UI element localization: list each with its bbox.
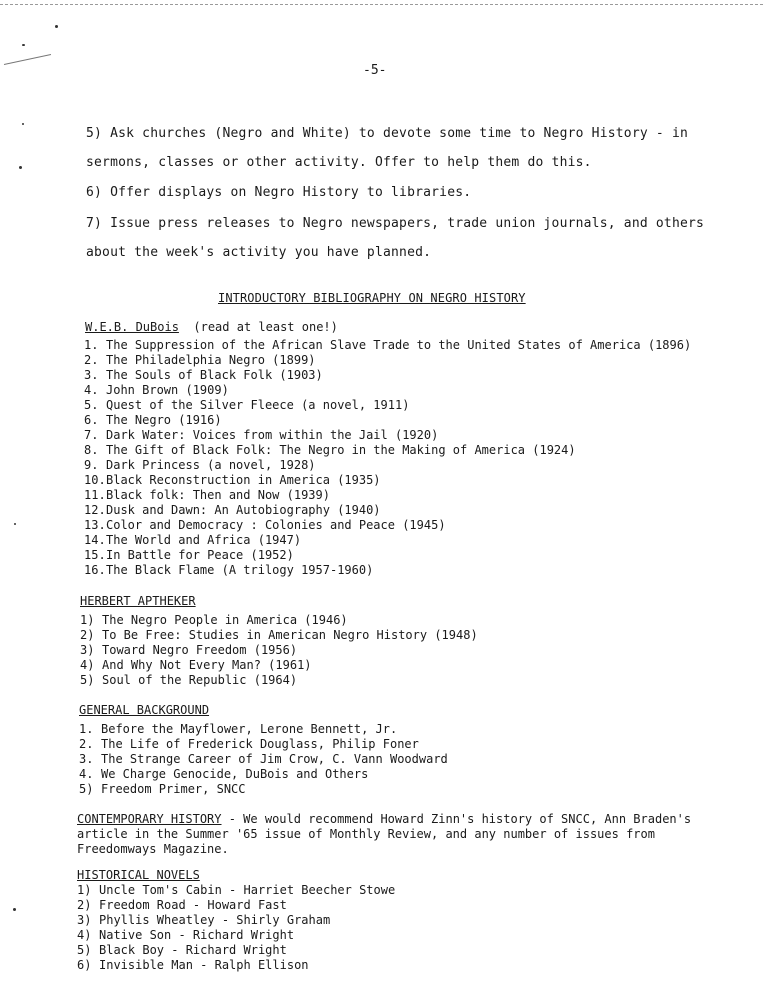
aptheker-heading-row	[80, 594, 196, 608]
top-dashed-edge	[0, 4, 763, 5]
list-item: 10.Black Reconstruction in America (1935)	[84, 473, 381, 487]
scan-speck	[22, 44, 25, 46]
general-heading: GENERAL BACKGROUND	[79, 703, 210, 717]
general-list	[79, 722, 448, 797]
list-item: 5) Soul of the Republic (1964)	[80, 673, 298, 687]
contemporary-history-paragraph	[77, 812, 717, 857]
scan-speck	[14, 523, 16, 525]
list-item: 2. The Philadelphia Negro (1899)	[84, 353, 316, 367]
scan-speck	[19, 166, 22, 169]
contemporary-text: - We would recommend Howard Zinn's history of SNCC, Ann Braden's article in the Summer '65 issue of Monthly Review, and any number of issues from Freedomways Magazine.	[77, 812, 692, 856]
general-heading-row	[79, 703, 209, 717]
list-item: 6) Invisible Man - Ralph Ellison	[77, 958, 309, 972]
aptheker-list	[80, 613, 478, 688]
paragraph-line: 6) Offer displays on Negro History to libraries.	[86, 185, 472, 200]
paragraph-line: sermons, classes or other activity. Offer to help them do this.	[86, 155, 592, 170]
list-item: 4) Native Son - Richard Wright	[77, 928, 295, 942]
dubois-list	[84, 338, 691, 578]
list-item: 6. The Negro (1916)	[84, 413, 222, 427]
scan-speck	[55, 25, 58, 28]
dubois-heading-row	[85, 320, 338, 334]
scan-speck	[13, 908, 16, 911]
list-item: 8. The Gift of Black Folk: The Negro in the Making of America (1924)	[84, 443, 576, 457]
list-item: 2) Freedom Road - Howard Fast	[77, 898, 287, 912]
novels-heading: HISTORICAL NOVELS	[77, 868, 200, 882]
list-item: 1. The Suppression of the African Slave Trade to the United States of America (1896)	[84, 338, 692, 352]
list-item: 4. John Brown (1909)	[84, 383, 229, 397]
list-item: 13.Color and Democracy : Colonies and Peace (1945)	[84, 518, 446, 532]
contemporary-heading: CONTEMPORARY HISTORY	[77, 812, 222, 826]
list-item: 5) Freedom Primer, SNCC	[79, 782, 246, 796]
list-item: 1) The Negro People in America (1946)	[80, 613, 348, 627]
list-item: 2. The Life of Frederick Douglass, Philip Foner	[79, 737, 419, 751]
list-item: 1. Before the Mayflower, Lerone Bennett, Jr.	[79, 722, 398, 736]
list-item: 15.In Battle for Peace (1952)	[84, 548, 294, 562]
bibliography-heading: INTRODUCTORY BIBLIOGRAPHY ON NEGRO HISTORY	[218, 291, 526, 305]
scan-scratch	[4, 54, 51, 65]
dubois-note: (read at least one!)	[193, 320, 338, 334]
aptheker-heading: HERBERT APTHEKER	[80, 594, 196, 608]
list-item: 16.The Black Flame (A trilogy 1957-1960)	[84, 563, 374, 577]
paragraph-line: about the week's activity you have planned.	[86, 245, 432, 260]
novels-list	[77, 883, 395, 973]
dubois-heading: W.E.B. DuBois	[85, 320, 179, 334]
list-item: 3) Toward Negro Freedom (1956)	[80, 643, 298, 657]
list-item: 3) Phyllis Wheatley - Shirly Graham	[77, 913, 331, 927]
list-item: 5) Black Boy - Richard Wright	[77, 943, 287, 957]
list-item: 12.Dusk and Dawn: An Autobiography (1940)	[84, 503, 381, 517]
list-item: 3. The Souls of Black Folk (1903)	[84, 368, 323, 382]
list-item: 5. Quest of the Silver Fleece (a novel, 1911)	[84, 398, 410, 412]
list-item: 4) And Why Not Every Man? (1961)	[80, 658, 312, 672]
list-item: 7. Dark Water: Voices from within the Jail (1920)	[84, 428, 439, 442]
list-item: 9. Dark Princess (a novel, 1928)	[84, 458, 316, 472]
scan-speck	[22, 123, 24, 125]
list-item: 4. We Charge Genocide, DuBois and Others	[79, 767, 369, 781]
list-item: 11.Black folk: Then and Now (1939)	[84, 488, 330, 502]
list-item: 1) Uncle Tom's Cabin - Harriet Beecher Stowe	[77, 883, 396, 897]
list-item: 14.The World and Africa (1947)	[84, 533, 302, 547]
page-number: -5-	[363, 63, 387, 78]
list-item: 3. The Strange Career of Jim Crow, C. Vann Woodward	[79, 752, 448, 766]
paragraph-line: 7) Issue press releases to Negro newspapers, trade union journals, and others	[86, 216, 705, 231]
novels-heading-row	[77, 868, 200, 882]
list-item: 2) To Be Free: Studies in American Negro History (1948)	[80, 628, 478, 642]
paragraph-line: 5) Ask churches (Negro and White) to devote some time to Negro History - in	[86, 126, 688, 141]
